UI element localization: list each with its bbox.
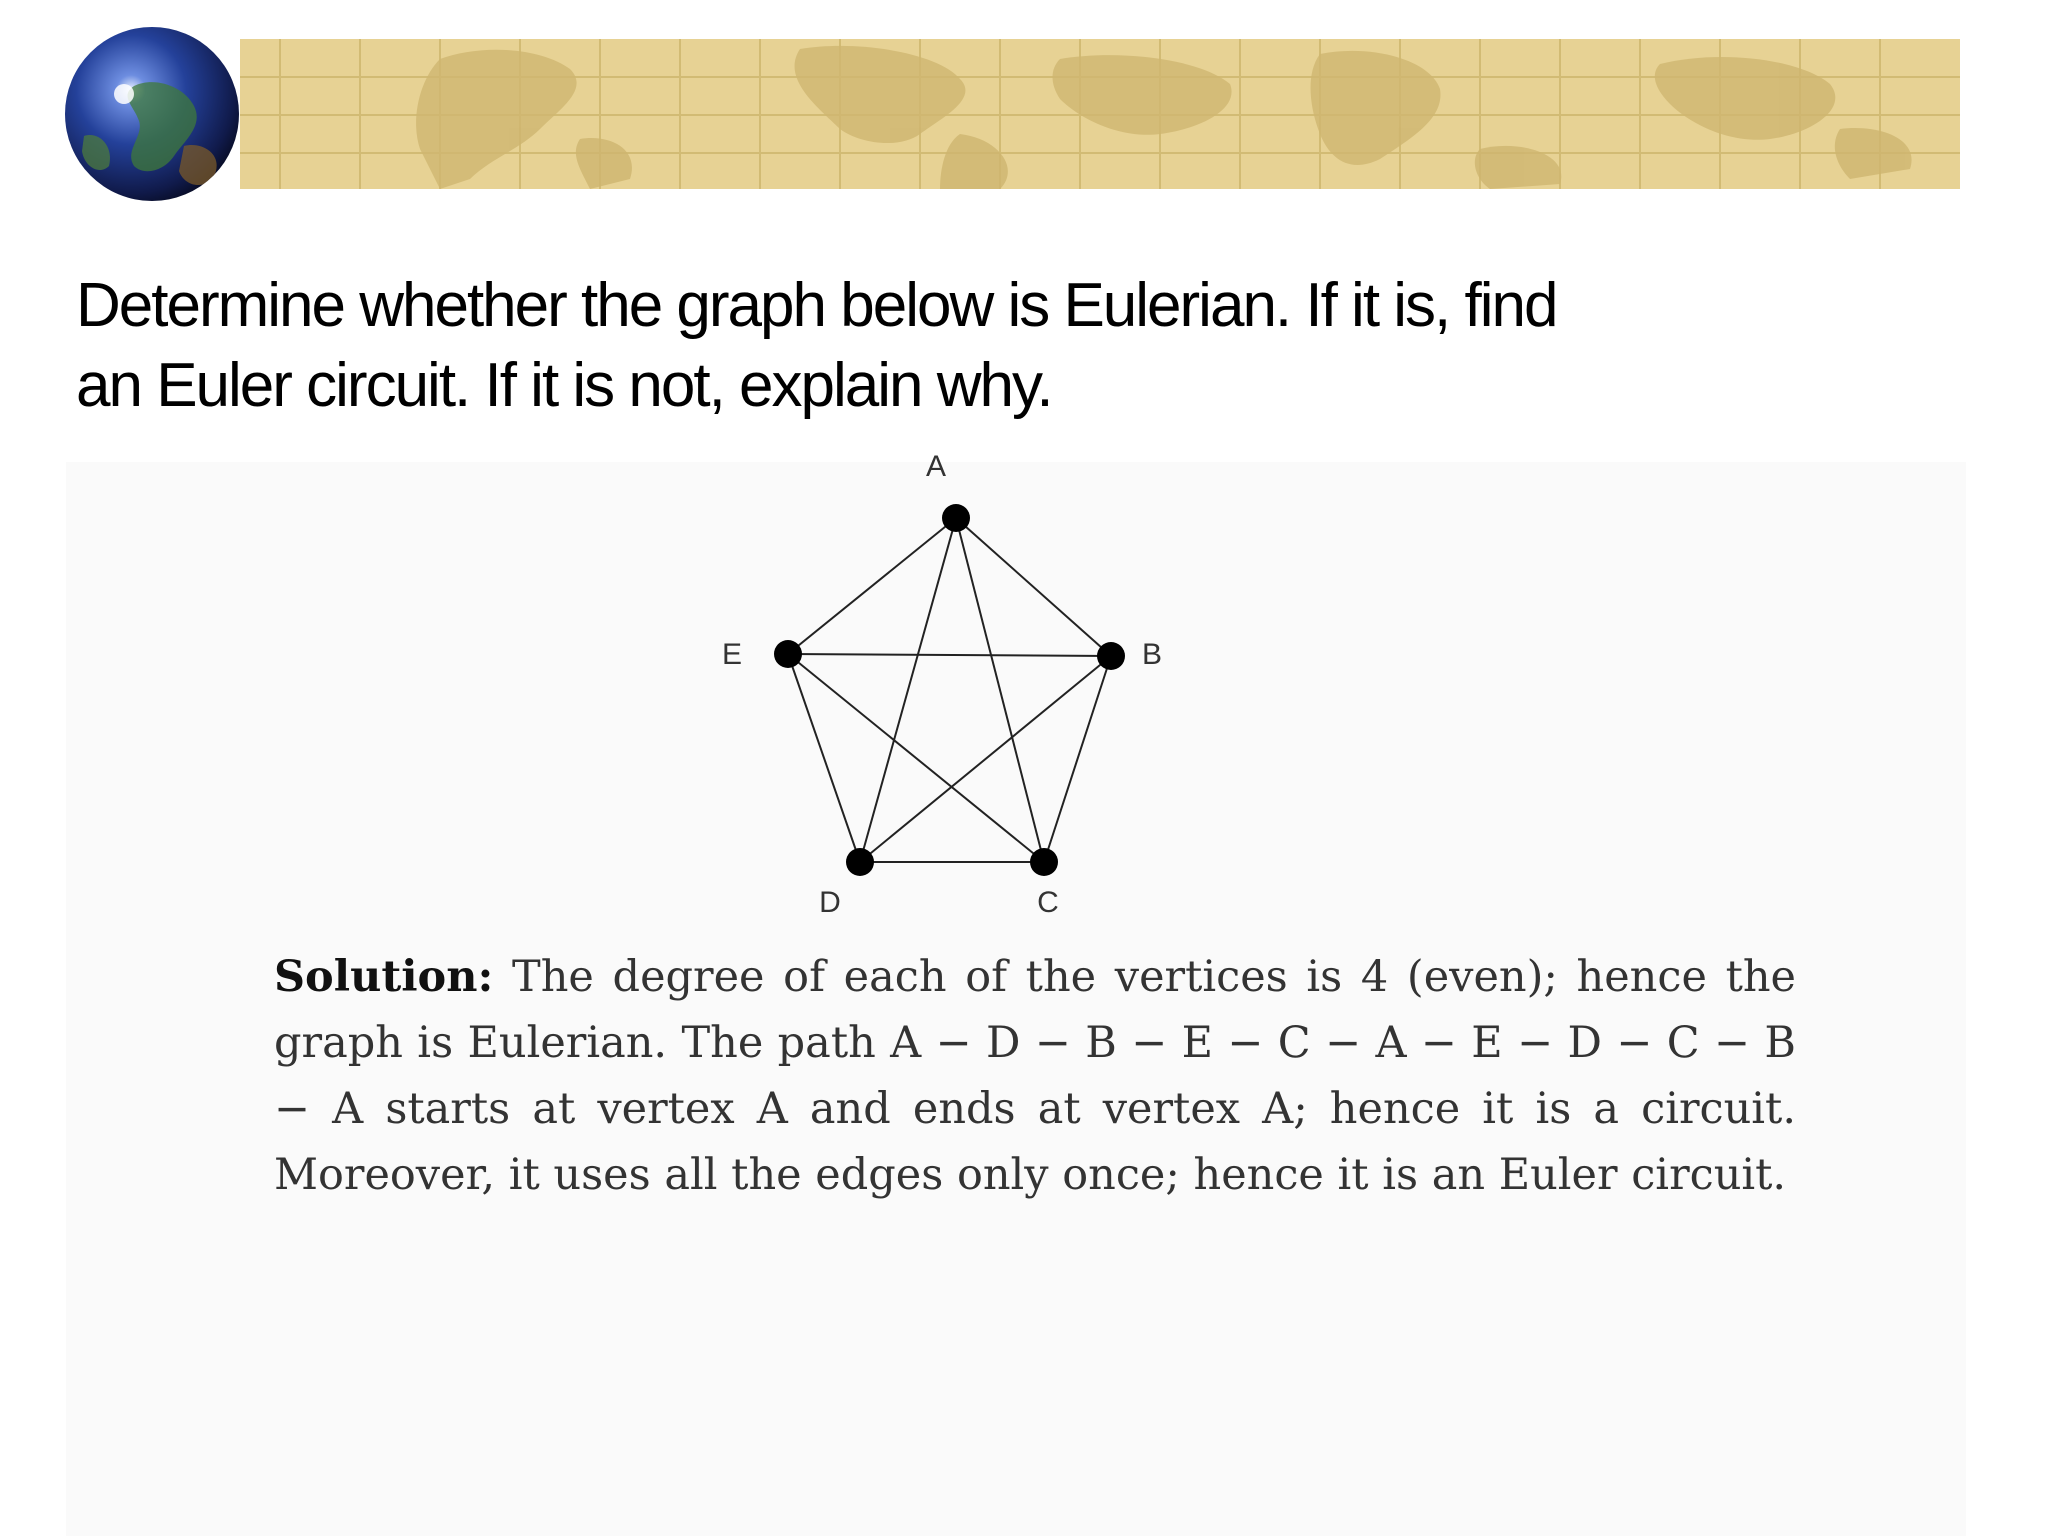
graph-edge-b-d	[860, 656, 1111, 862]
graph-vertex-label-c: C	[1037, 886, 1059, 919]
graph-vertex-label-b: B	[1141, 638, 1163, 671]
question-text	[76, 266, 1876, 426]
graph-vertex-b	[1097, 642, 1125, 670]
graph-vertex-a	[942, 504, 970, 532]
graph-edge-a-c	[956, 518, 1044, 862]
graph-edge-a-b	[956, 518, 1111, 656]
graph-diagram	[690, 446, 1180, 926]
graph-edges	[788, 518, 1111, 862]
globe-icon	[64, 26, 240, 202]
graph-edge-b-e	[788, 654, 1111, 656]
solution-label: Solution:	[274, 952, 494, 1002]
graph-vertex-label-a: A	[925, 450, 947, 483]
graph-vertices	[774, 504, 1125, 876]
graph-vertex-d	[846, 848, 874, 876]
graph-edge-d-e	[788, 654, 860, 862]
graph-vertex-labels	[722, 450, 1162, 919]
header-banner	[240, 39, 1960, 189]
graph-edge-b-c	[1044, 656, 1111, 862]
solution-paragraph	[274, 944, 1796, 1208]
question-line-1: Determine whether the graph below is Eulerian. If it is, find	[76, 271, 1557, 340]
question-line-2: an Euler circuit. If it is not, explain why.	[76, 351, 1052, 420]
graph-vertex-c	[1030, 848, 1058, 876]
solution-text: The degree of each of the vertices is 4 (even); hence the graph is Eulerian. The path A − D − B − E − C − A − E − D − C − B − A starts at vertex A and ends at vertex A; hence it is a circuit. Moreover, it uses all the edges only once; hence it is an Euler circuit.	[274, 952, 1796, 1200]
graph-vertex-label-d: D	[819, 886, 841, 919]
graph-edge-a-e	[788, 518, 956, 654]
graph-vertex-e	[774, 640, 802, 668]
graph-edge-a-d	[860, 518, 956, 862]
graph-vertex-label-e: E	[721, 638, 743, 671]
graph-edge-c-e	[788, 654, 1044, 862]
